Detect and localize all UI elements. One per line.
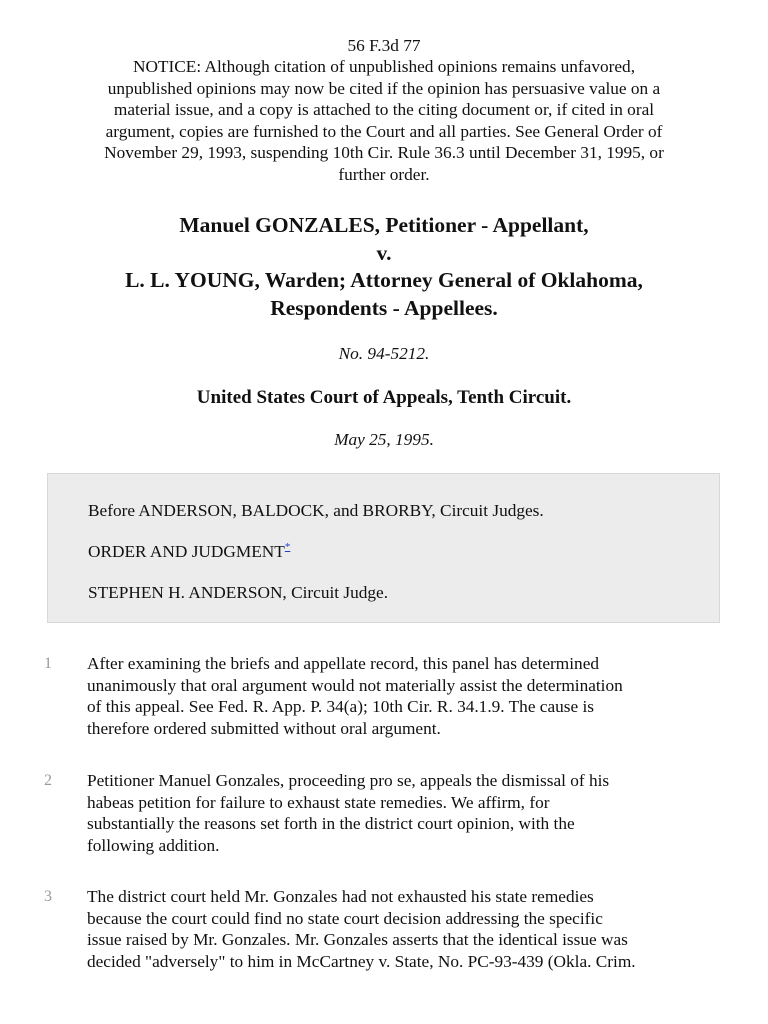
order-title [88, 542, 290, 562]
paragraph-line: The district court held Mr. Gonzales had not exhausted his state remedies [87, 887, 594, 906]
court-name: United States Court of Appeals, Tenth Circuit. [196, 387, 572, 408]
notice-line: further order. [338, 164, 430, 184]
order-title-text: ORDER AND JUDGMENT [88, 542, 285, 561]
paragraph-line: After examining the briefs and appellate record, this panel has determined [87, 654, 599, 673]
unpublished-notice [40, 56, 728, 186]
decision-date: May 25, 1995. [334, 430, 434, 449]
paragraph-line: unanimously that oral argument would not materially assist the determination [87, 675, 623, 695]
notice-line: material issue, and a copy is attached to the citing document or, if cited in oral [113, 100, 655, 120]
case-caption [40, 212, 728, 322]
paragraph-text [87, 770, 712, 856]
panel-before: Before ANDERSON, BALDOCK, and BRORBY, Circuit Judges. [88, 501, 544, 520]
paragraph-line: therefore ordered submitted without oral argument. [87, 718, 441, 738]
paragraph-text [87, 653, 712, 739]
paragraph-line: decided "adversely" to him in McCartney v. State, No. PC-93-439 (Okla. Crim. [87, 951, 636, 971]
paragraph-line: issue raised by Mr. Gonzales. Mr. Gonzales asserts that the identical issue was [87, 930, 628, 950]
opinion-author: STEPHEN H. ANDERSON, Circuit Judge. [88, 583, 389, 602]
paragraph-text [87, 886, 712, 972]
docket-number: No. 94-5212. [338, 344, 430, 363]
appellee-line: L. L. YOUNG, Warden; Attorney General of Oklahoma, [125, 268, 643, 292]
footnote-link[interactable]: * [284, 541, 291, 554]
paragraph-line: following addition. [87, 835, 220, 855]
versus-line: v. [376, 240, 392, 265]
paragraph-line: because the court could find no state court decision addressing the specific [87, 908, 603, 928]
appellant-line: Manuel GONZALES, Petitioner - Appellant, [179, 213, 589, 237]
notice-line: NOTICE: Although citation of unpublished opinions remains unfavored, [132, 57, 636, 76]
notice-line: November 29, 1993, suspending 10th Cir. Rule 36.3 until December 31, 1995, or [104, 143, 664, 163]
appellee-role-line: Respondents - Appellees. [270, 295, 498, 320]
paragraph-number: 2 [44, 772, 52, 789]
paragraph-line: of this appeal. See Fed. R. App. P. 34(a); 10th Cir. R. 34.1.9. The cause is [87, 697, 595, 717]
paragraph-number: 3 [44, 888, 52, 905]
notice-line: argument, copies are furnished to the Court and all parties. See General Order of [105, 121, 663, 141]
citation: 56 F.3d 77 [347, 36, 421, 55]
paragraph-line: habeas petition for failure to exhaust state remedies. We affirm, for [87, 792, 550, 812]
paragraph-number: 1 [44, 655, 52, 672]
paragraph-line: substantially the reasons set forth in the district court opinion, with the [87, 814, 575, 834]
notice-line: unpublished opinions may now be cited if the opinion has persuasive value on a [107, 78, 661, 98]
paragraph-line: Petitioner Manuel Gonzales, proceeding pro se, appeals the dismissal of his [87, 771, 610, 790]
judges-panel [47, 473, 720, 623]
